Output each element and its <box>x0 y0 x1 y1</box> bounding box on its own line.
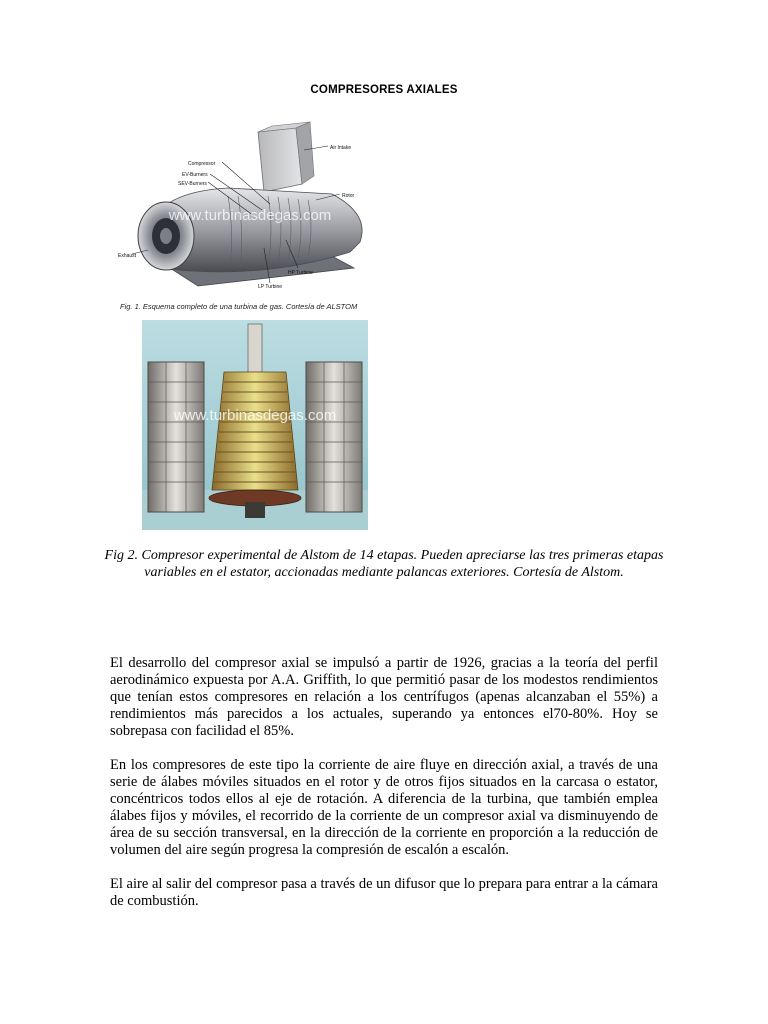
label-sev-burners: SEV-Burners <box>178 181 207 187</box>
label-lp-turbine: LP Turbine <box>258 284 283 290</box>
gas-turbine-diagram <box>118 118 380 300</box>
label-rotor: Rotor <box>342 193 355 199</box>
compressor-photo <box>142 320 368 530</box>
paragraph: El desarrollo del compresor axial se impulsó a partir de 1926, gracias a la teoría del perfil aerodinámico expuesta por A.A. Griffith, lo que permitió pasar de los modestos rendimientos que tenían estos compresores en relación a los centrífugos (apenas alcanzaban el 55%) a rendimientos más parecidos a los actuales, superando ya entonces el70-80%. Hoy se sobrepasa con facilidad el 85%. <box>110 655 658 739</box>
figure1-caption: Fig. 1. Esquema completo de una turbina de gas. Cortesía de ALSTOM <box>120 302 358 311</box>
label-hp-turbine: HP Turbine <box>288 270 313 276</box>
page-title: COMPRESORES AXIALES <box>310 84 458 96</box>
body-text <box>110 655 658 927</box>
watermark: www.turbinasdegas.com <box>173 407 337 424</box>
figure2-caption: Fig 2. Compresor experimental de Alstom de 14 etapas. Pueden apreciarse las tres primeras etapas variables en el estator, accionadas mediante palancas exteriores. Cortesía de Alstom. <box>104 548 664 580</box>
label-ev-burners: EV-Burners <box>182 172 208 178</box>
label-compressor: Compressor <box>188 161 216 167</box>
paragraph: En los compresores de este tipo la corriente de aire fluye en dirección axial, a través de una serie de álabes móviles situados en el rotor y de otros fijos situados en la carcasa o estator, concéntricos todos ellos al eje de rotación. A diferencia de la turbina, que también emplea álabes fijos y móviles, el recorrido de la corriente de un compresor axial va disminuyendo de área de su sección transversal, en la dirección de la corriente en proporción a la reducción de volumen del aire según progresa la compresión de escalón a escalón. <box>110 757 658 858</box>
paragraph: El aire al salir del compresor pasa a través de un difusor que lo prepara para entrar a la cámara de combustión. <box>110 876 658 909</box>
watermark: www.turbinasdegas.com <box>168 207 332 224</box>
label-air-intake: Air Intake <box>330 145 352 151</box>
label-exhaust: Exhaust <box>118 253 137 259</box>
